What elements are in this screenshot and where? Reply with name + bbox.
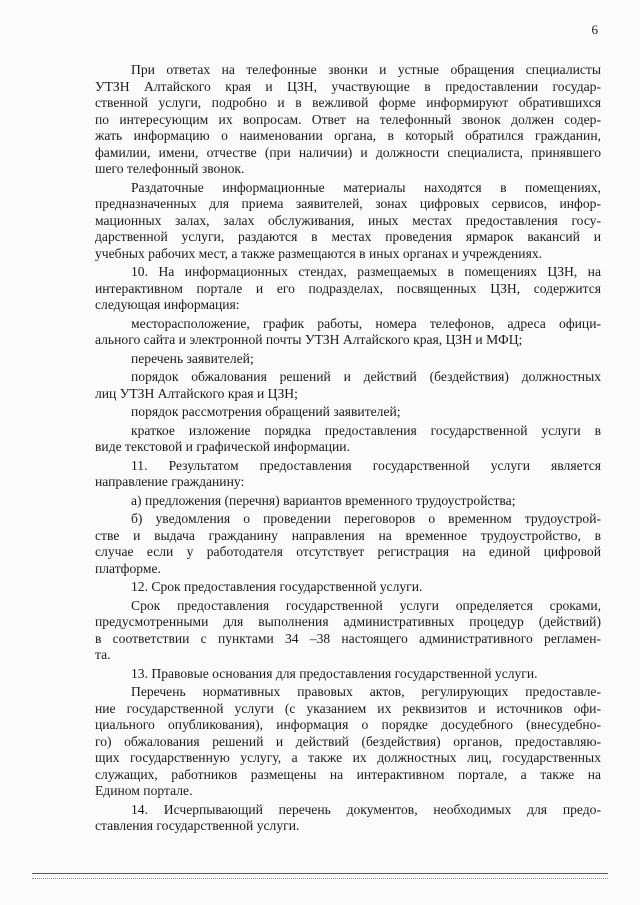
text-line: а) предложения (перечня) вариантов временного трудоустройства; <box>131 492 516 508</box>
text-line: Перечень нормативных правовых актов, регулирующих предоставле- <box>131 684 601 699</box>
text-line: ственной услуги, подробно и в вежливой форме информируют обратившихся <box>95 95 601 110</box>
bottom-rule <box>32 873 608 874</box>
text-line: случае если у работодателя отсутствует регистрация на единой цифровой <box>95 544 601 559</box>
document-body <box>95 62 601 835</box>
text-line: платформе. <box>95 560 161 576</box>
text-line: б) уведомления о проведении переговоров о временном трудоустрой- <box>131 511 601 526</box>
paragraph-p14 <box>95 666 601 683</box>
paragraph-p6 <box>95 369 601 402</box>
paragraph-p12 <box>95 579 601 596</box>
text-line: краткое изложение порядка предоставления государственной услуги в <box>131 422 601 438</box>
text-line: 12. Срок предоставления государственной услуги. <box>131 579 423 594</box>
text-line: При ответах на телефонные звонки и устные обращения специалисты <box>131 62 601 77</box>
paragraph-p2 <box>95 180 601 263</box>
text-line: Раздаточные информационные материалы находятся в помещениях, <box>131 179 601 195</box>
text-line: порядок рассмотрения обращений заявителей; <box>131 404 401 419</box>
text-line: шего телефонный звонок. <box>95 161 245 176</box>
paragraph-p9 <box>95 458 601 491</box>
page-number: 6 <box>591 22 598 37</box>
text-line: учебных рабочих мест, а также размещаются в иных органах и учреждениях. <box>95 245 543 261</box>
text-line: Срок предоставления государственной услуги определяется сроками, <box>131 597 601 613</box>
text-line: мационных залах, залах обслуживания, иных местах предоставления госу- <box>95 212 601 228</box>
text-line: месторасположение, график работы, номера телефонов, адреса офици- <box>131 315 601 331</box>
text-line: циального опубликования), информация о порядке досудебного (внесудебно- <box>95 717 601 732</box>
text-line: интерактивном портале и его подразделах, посвященных ЦЗН, содержится <box>95 280 601 296</box>
paragraph-p15 <box>95 684 601 800</box>
text-line: щих государственную услугу, а также их должностных лиц, государственных <box>95 750 601 765</box>
text-line: предназначенных для приема заявителей, зонах цифровых сервисов, инфор- <box>95 196 601 211</box>
text-line: фамилии, имени, отчестве (при наличии) и должности специалиста, принявшего <box>95 144 601 160</box>
text-line: ального сайта и электронной почты УТЗН Алтайского края, ЦЗН и МФЦ; <box>95 332 523 347</box>
text-line: дарственной услуги, раздаются в местах проведения ярмарок вакансий и <box>95 229 601 244</box>
text-line: ставления государственной услуги. <box>95 818 300 833</box>
paragraph-p1 <box>95 62 601 178</box>
bottom-rule-dotted <box>32 878 608 879</box>
text-line: служащих, работников размещены на интерактивном портале, а также на <box>95 766 601 782</box>
paragraph-p4 <box>95 316 601 349</box>
paragraph-p7 <box>95 404 601 421</box>
text-line: 13. Правовые основания для предоставления государственной услуги. <box>131 665 538 681</box>
paragraph-p3 <box>95 264 601 314</box>
text-line: го) обжалования решений и действий (бездействия) органов, предоставляю- <box>95 733 601 749</box>
text-line: ние государственной услуги (с указанием их реквизитов и источников офи- <box>95 700 601 716</box>
text-line: предусмотренными для выполнения административных процедур (действий) <box>95 614 601 629</box>
text-line: порядок обжалования решений и действий (бездействия) должностных <box>131 369 601 384</box>
text-line: стве и выдача гражданину направления на временное трудоустройство, в <box>95 527 601 543</box>
text-line: следующая информация: <box>95 297 240 312</box>
text-line: в соответствии с пунктами 34 –38 настоящего административного регламен- <box>95 630 601 646</box>
paragraph-p8 <box>95 423 601 456</box>
text-line: 14. Исчерпывающий перечень документов, необходимых для предо- <box>131 801 601 817</box>
paragraph-p10 <box>95 493 601 510</box>
paragraph-p13 <box>95 598 601 664</box>
text-line: лиц УТЗН Алтайского края и ЦЗН; <box>95 385 298 401</box>
paragraph-p16 <box>95 802 601 835</box>
text-line: та. <box>95 647 111 662</box>
text-line: Едином портале. <box>95 783 193 798</box>
paragraph-p5 <box>95 351 601 368</box>
text-line: по интересующим их вопросам. Ответ на телефонный звонок должен содер- <box>95 111 601 127</box>
text-line: перечень заявителей; <box>131 350 254 366</box>
text-line: жать информацию о наименовании органа, в который обратился гражданин, <box>95 128 601 143</box>
text-line: виде текстовой и графической информации. <box>95 439 350 454</box>
text-line: направление гражданину: <box>95 474 245 489</box>
text-line: УТЗН Алтайского края и ЦЗН, участвующие в предоставлении государ- <box>95 78 601 94</box>
paragraph-p11 <box>95 511 601 577</box>
text-line: 11. Результатом предоставления государственной услуги является <box>131 457 601 473</box>
text-line: 10. На информационных стендах, размещаемых в помещениях ЦЗН, на <box>131 264 601 279</box>
